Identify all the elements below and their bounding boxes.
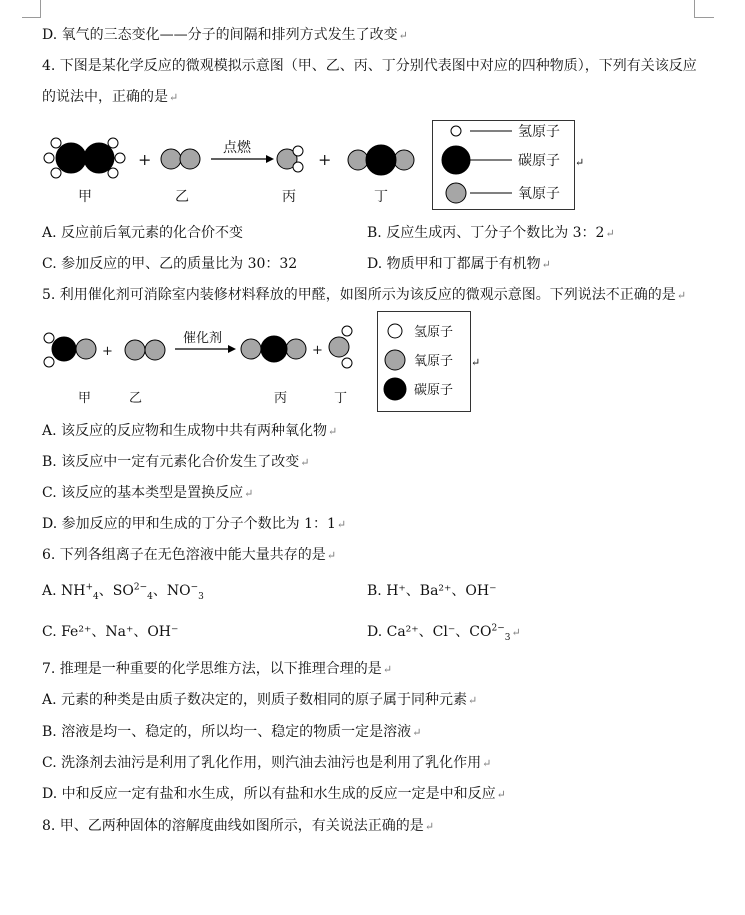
- legend-carbon-atom-icon: [384, 378, 406, 400]
- q6-option-a: A. $NH^+_4$、$SO^{2-}_4$、$NO^-_3$: [42, 582, 204, 602]
- ion-ammonium: $NH^+_4$: [61, 582, 99, 602]
- q3-option-d: D. 氧气的三态变化——分子的间隔和排列方式发生了改变↵: [42, 27, 408, 43]
- reaction-condition-1: 点燃: [223, 140, 251, 156]
- paragraph-mark-icon: ↵: [541, 258, 551, 271]
- plus-sign-1: +: [138, 150, 152, 169]
- q7-option-c: C. 洗涤剂去油污是利用了乳化作用，则汽油去油污也是利用了乳化作用↵: [42, 755, 492, 771]
- paragraph-mark-icon: ↵: [412, 726, 422, 739]
- paragraph-mark-icon: ↵: [471, 356, 481, 369]
- paragraph-mark-icon: ↵: [468, 694, 478, 707]
- plus-sign-4: +: [312, 343, 323, 358]
- legend-hydrogen-atom-icon: [388, 324, 402, 338]
- ion-sulfate: $SO^{2-}_4$: [112, 582, 153, 602]
- paragraph-mark-icon: ↵: [496, 788, 506, 801]
- paragraph-mark-icon: ↵: [336, 518, 347, 531]
- q5-option-c: C. 该反应的基本类型是置换反应↵: [42, 485, 254, 501]
- q5-option-d: D. 参加反应的甲和生成的丁分子个数比为 1：1↵: [42, 516, 347, 532]
- q4-option-d: D. 物质甲和丁都属于有机物↵: [367, 256, 551, 272]
- q7-option-d: D. 中和反应一定有盐和水生成，所以有盐和水生成的反应一定是中和反应↵: [42, 786, 506, 802]
- q6-option-d: D. Ca²⁺、Cl⁻、$CO^{2-}_3↵$: [367, 623, 521, 643]
- plus-sign-3: +: [102, 344, 113, 359]
- reaction-condition-2: 催化剂: [183, 331, 223, 346]
- paragraph-mark-icon: ↵: [169, 91, 179, 104]
- ion-carbonate: $CO^{2-}_3$: [469, 623, 511, 643]
- q7-stem: 7. 推理是一种重要的化学思维方法，以下推理合理的是↵: [42, 661, 393, 677]
- label-ding-1: 丁: [374, 189, 388, 205]
- legend-2-hydrogen: 氢原子: [414, 325, 454, 340]
- paragraph-mark-icon: ↵: [300, 456, 310, 469]
- paragraph-mark-icon: ↵: [382, 663, 393, 676]
- label-yi-2: 乙: [129, 391, 143, 406]
- legend-2-oxygen: 氧原子: [414, 354, 454, 369]
- ion-nitrate: $NO^-_3$: [166, 582, 204, 602]
- paragraph-mark-icon: ↵: [482, 757, 492, 770]
- legend-1-hydrogen: 氢原子: [518, 124, 560, 140]
- paragraph-mark-icon: ↵: [511, 626, 521, 639]
- label-jia-2: 甲: [78, 391, 92, 406]
- q4-stem-line2: 的说法中，正确的是↵: [42, 89, 179, 105]
- paragraph-mark-icon: ↵: [326, 549, 337, 562]
- label-ding-2: 丁: [334, 391, 348, 406]
- paragraph-mark-icon: ↵: [328, 425, 338, 438]
- q7-option-a: A. 元素的种类是由质子数决定的，则质子数相同的原子属于同种元素↵: [42, 692, 478, 708]
- paragraph-mark-icon: ↵: [676, 289, 687, 302]
- label-bing-1: 丙: [282, 189, 296, 205]
- legend-2-carbon: 碳原子: [414, 383, 454, 398]
- q8-stem: 8. 甲、乙两种固体的溶解度曲线如图所示，有关说法正确的是↵: [42, 818, 435, 834]
- q4-stem-line1: 4. 下图是某化学反应的微观模拟示意图（甲、乙、丙、丁分别代表图中对应的四种物质），下列有关该反应: [42, 58, 697, 74]
- q6-option-c: C. Fe²⁺、Na⁺、OH⁻: [42, 624, 179, 640]
- label-yi-1: 乙: [175, 189, 189, 205]
- paragraph-mark-icon: ↵: [575, 156, 585, 169]
- paragraph-mark-icon: ↵: [424, 820, 435, 833]
- legend-1-carbon: 碳原子: [518, 153, 560, 169]
- q5-stem: 5. 利用催化剂可消除室内装修材料释放的甲醛，如图所示为该反应的微观示意图。下列说法不正确的是↵: [42, 287, 687, 303]
- q5-option-b: B. 该反应中一定有元素化合价发生了改变↵: [42, 454, 310, 470]
- q4-option-b: B. 反应生成丙、丁分子个数比为 3：2↵: [367, 225, 615, 241]
- paragraph-mark-icon: ↵: [244, 487, 254, 500]
- q4-option-a: A. 反应前后氧元素的化合价不变: [42, 225, 244, 241]
- q4-option-c: C. 参加反应的甲、乙的质量比为 30：32: [42, 256, 298, 272]
- label-bing-2: 丙: [274, 391, 288, 406]
- paragraph-mark-icon: ↵: [398, 29, 408, 42]
- q6-option-b: B. H⁺、Ba²⁺、OH⁻: [367, 583, 497, 599]
- legend-1-oxygen: 氧原子: [518, 186, 560, 202]
- label-jia-1: 甲: [78, 189, 92, 205]
- paragraph-mark-icon: ↵: [605, 227, 615, 240]
- q5-option-a: A. 该反应的反应物和生成物中共有两种氧化物↵: [42, 423, 338, 439]
- plus-sign-2: +: [318, 150, 332, 169]
- q7-option-b: B. 溶液是均一、稳定的，所以均一、稳定的物质一定是溶液↵: [42, 724, 422, 740]
- legend-oxygen-atom-icon: [385, 350, 405, 370]
- q6-stem: 6. 下列各组离子在无色溶液中能大量共存的是↵: [42, 547, 337, 563]
